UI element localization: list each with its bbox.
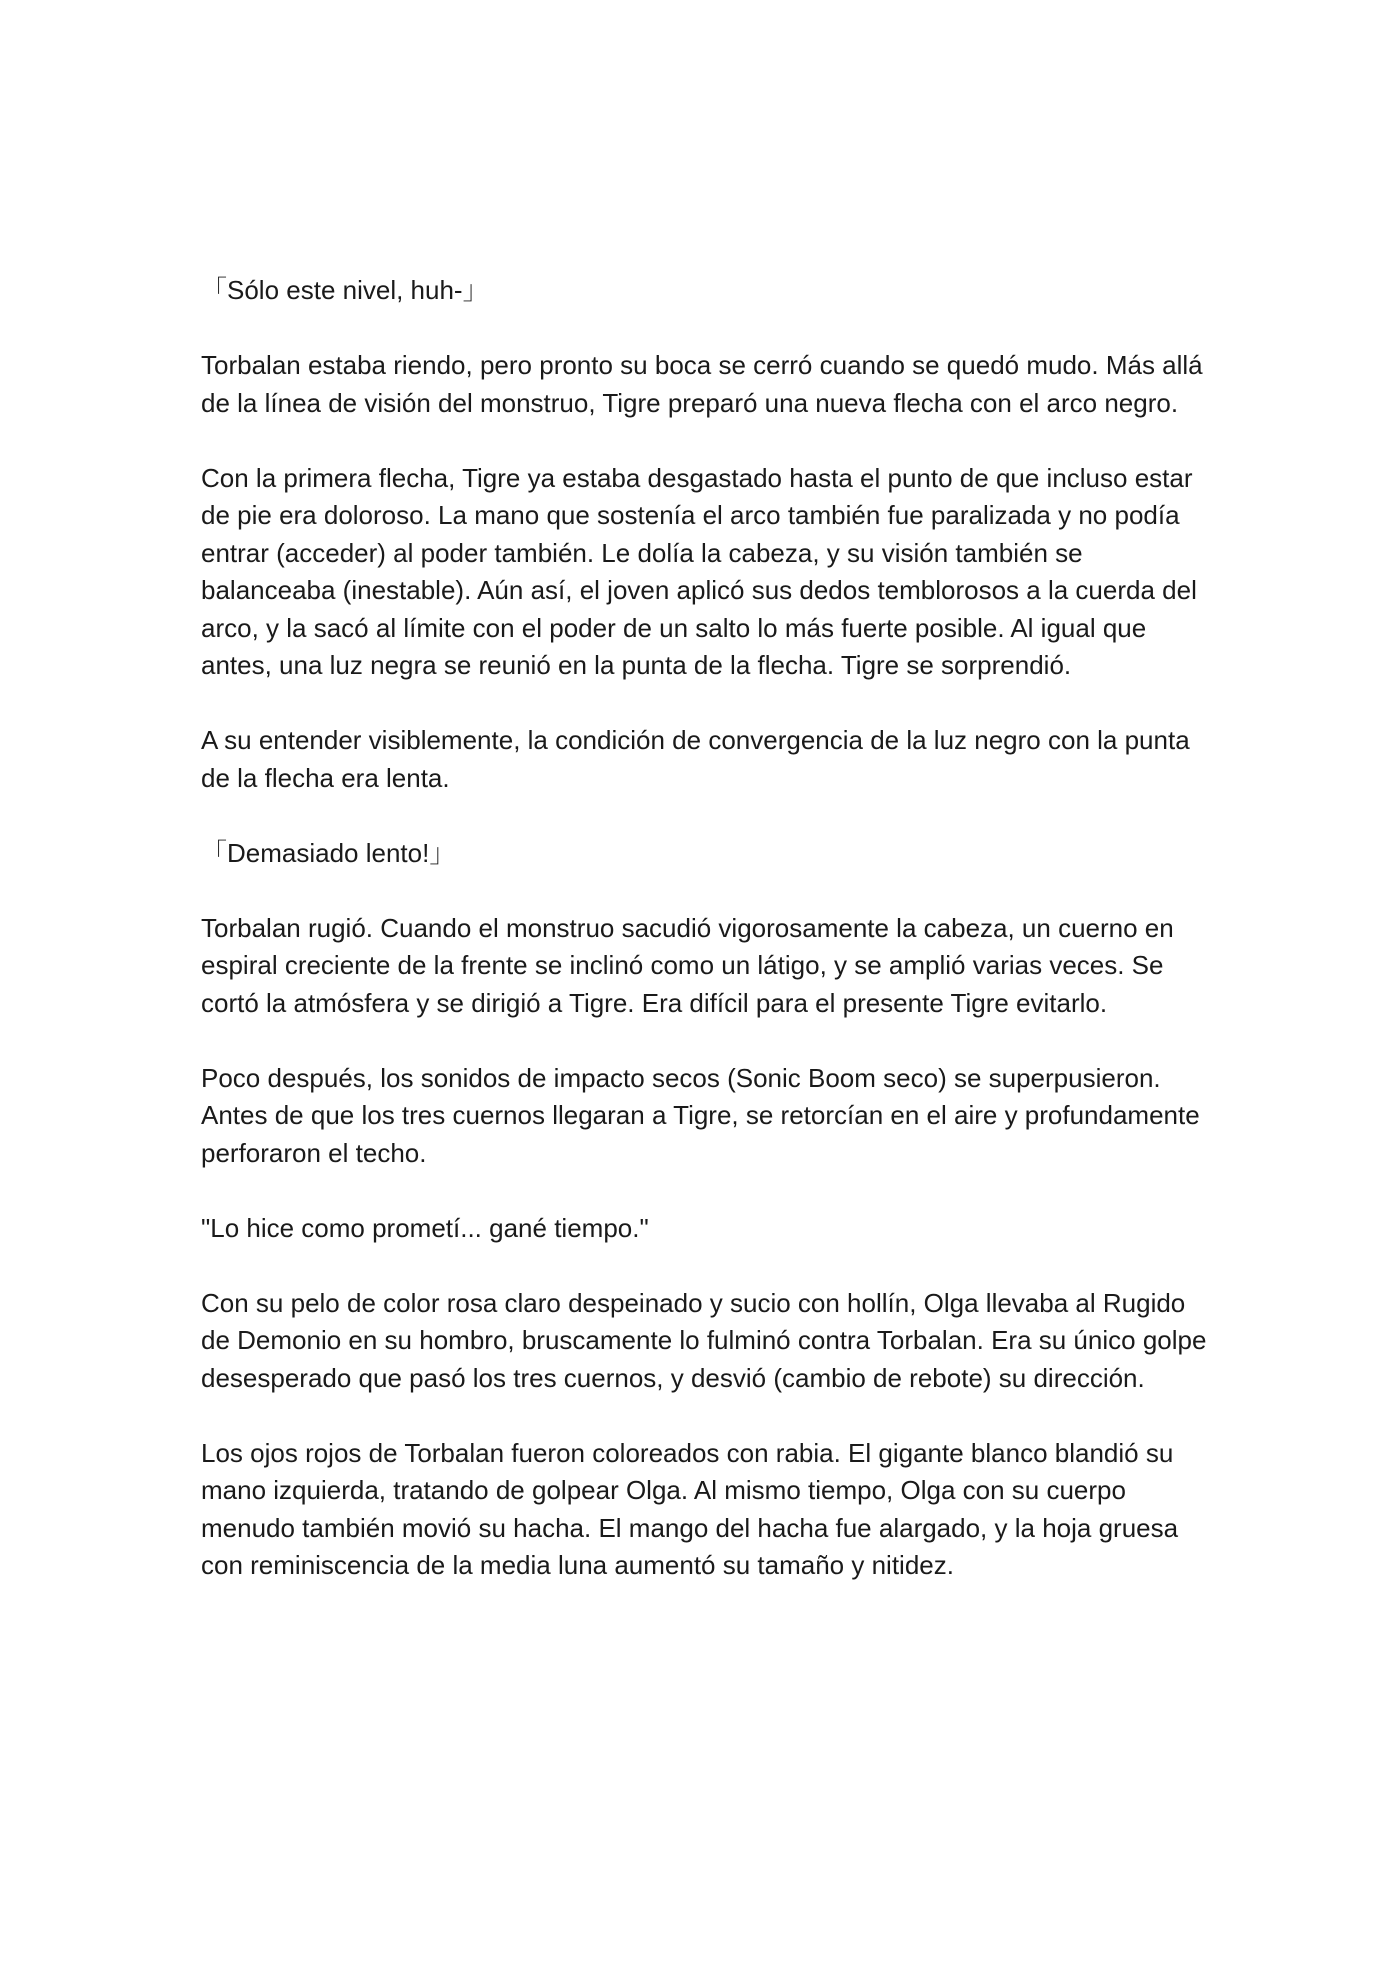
paragraph: Torbalan estaba riendo, pero pronto su boca se cerró cuando se quedó mudo. Más allá de la línea de visión del monstruo, Tigre preparó una nueva flecha con el arco negro. — [201, 350, 1203, 418]
dialogue-line: "Lo hice como prometí... gané tiempo." — [201, 1212, 649, 1243]
paragraph: Poco después, los sonidos de impacto secos (Sonic Boom seco) se superpusieron. Antes de que los tres cuernos llegaran a Tigre, se retorcían en el aire y profundamente perforaron el techo. — [201, 1062, 1200, 1168]
dialogue-line: 「Sólo este nivel, huh-」 — [201, 275, 489, 305]
paragraph: Con la primera flecha, Tigre ya estaba desgastado hasta el punto de que incluso estar de pie era doloroso. La mano que sostenía el arco también fue paralizada y no podía entrar (acceder) al poder también. Le dolía la cabeza, y su visión también se balanceaba (inestable). Aún así, el joven aplicó sus dedos temblorosos a la cuerda del arco, y la sacó al límite con el poder de un salto lo más fuerte posible. Al igual que antes, una luz negra se reunió en la punta de la flecha. Tigre se sorprendió. — [201, 462, 1197, 680]
dialogue-line: 「Demasiado lento!」 — [201, 837, 456, 868]
paragraph: Torbalan rugió. Cuando el monstruo sacudió vigorosamente la cabeza, un cuerno en espiral creciente de la frente se inclinó como un látigo, y se amplió varias veces. Se cortó la atmósfera y se dirigió a Tigre. Era difícil para el presente Tigre evitarlo. — [201, 912, 1174, 1018]
paragraph: Con su pelo de color rosa claro despeinado y sucio con hollín, Olga llevaba al Rugido de Demonio en su hombro, bruscamente lo fulminó contra Torbalan. Era su único golpe desesperado que pasó los tres cuernos, y desvió (cambio de rebote) su dirección. — [201, 1287, 1207, 1393]
document-body — [201, 272, 1211, 1585]
paragraph: A su entender visiblemente, la condición de convergencia de la luz negro con la punta de la flecha era lenta. — [201, 725, 1190, 793]
paragraph: Los ojos rojos de Torbalan fueron coloreados con rabia. El gigante blanco blandió su mano izquierda, tratando de golpear Olga. Al mismo tiempo, Olga con su cuerpo menudo también movió su hacha. El mango del hacha fue alargado, y la hoja gruesa con reminiscencia de la media luna aumentó su tamaño y nitidez. — [201, 1437, 1179, 1580]
